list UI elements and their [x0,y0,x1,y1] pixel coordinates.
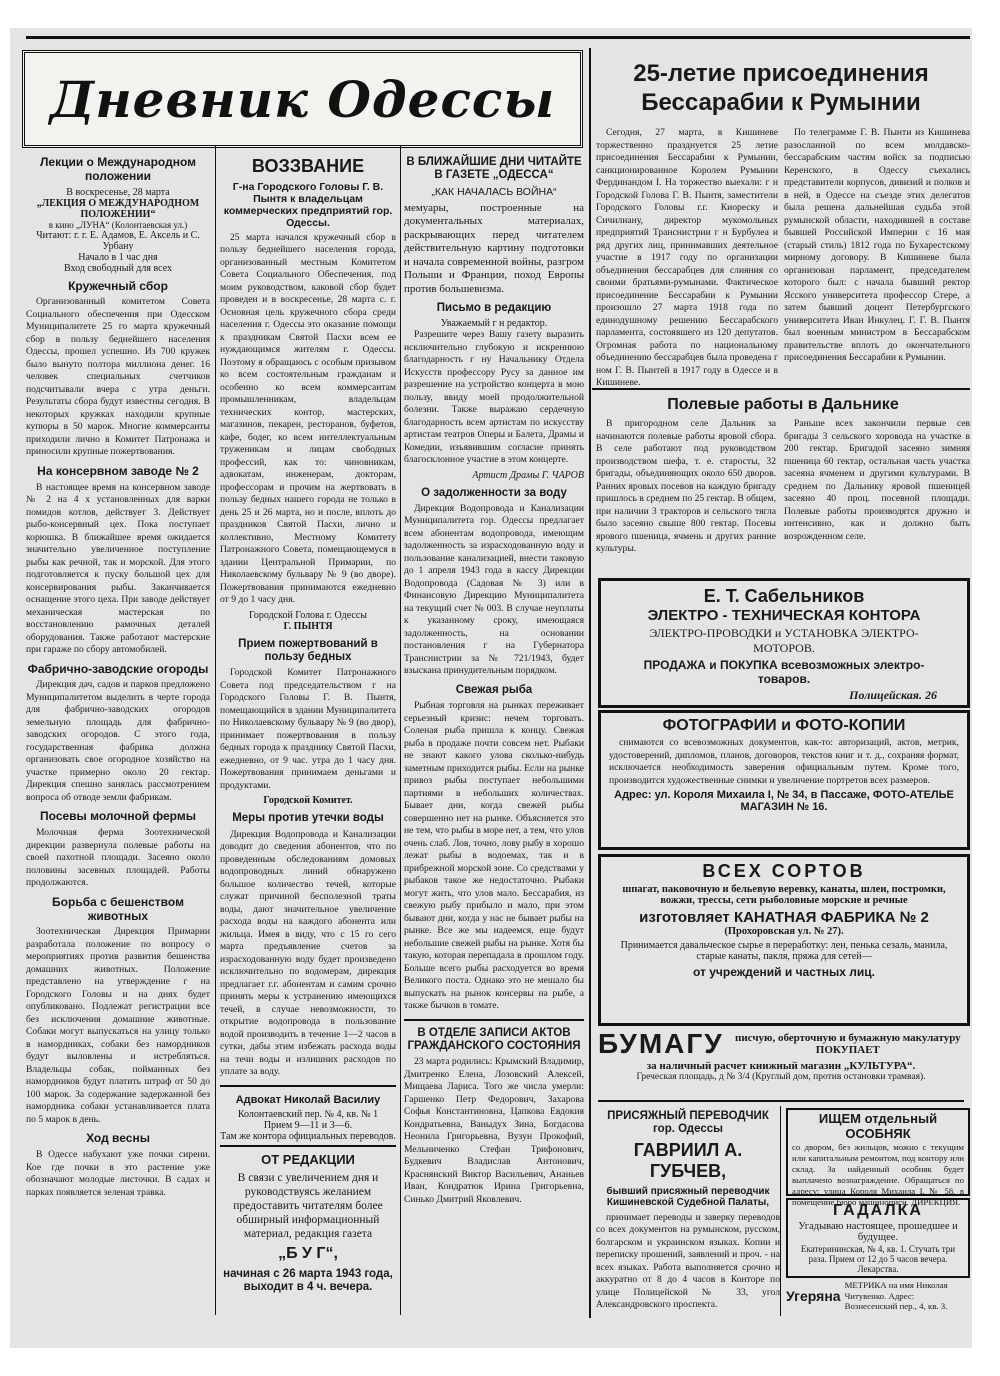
letter [404,302,584,481]
ad-translator [596,1106,781,1316]
paper-big: БУМАГУ [598,1028,724,1059]
lectures-line-6: Вход свободный для всех [63,262,173,274]
cannery-text: В настоящее время на консервном заводе № 2 на 4 х установленных для варки помидов котлов, действует 3. Действует рыбо-консервный цех. Пока поступает корюшка. В ближайшее время ожидается значительно увеличенное поступление рыбы как речной, так и морской. Для этого подготовляется к пуску большой цех для консервирования рыбы. Заканчивается оснащение этого цеха. При заводе действует механическая мастерская по восстановлению рамочных деталей оборудования. Также работают мастерские при гараже по сбору автомобилей. [26,481,210,656]
anniversary-left-text: Сегодня, 27 марта, в Кишиневе торжественно празднуется 25 летие присоединения Бессарабии к Румынии, санкционированное Королем Румынии Фердинандом I. На торжество выехали: г н Городской Голова Г. В. Пынтя, заместители Городского Головы г.г. Киореску и Сичилиану, директор мукомольных предприятий Транснистрии г н Бурбулеа и ряд других лиц, принимавших деятельное участие в 1917 году по организации объединения бессарабцев для слияния со своими братьями-румынами. Фактическое присоединение Бессарабии к Румынии произошло 27 марта 1918 года по единодушному решению Бессарабского парламента, состоявшего из 120 депутатов. Огромная работа по национальному объединению бессарабцев была проведена г ном Г. В. Пынтей в 1917 году в Одессе и в Кишиневе. [596,127,778,388]
anniversary-right-text: По телеграмме Г. В. Пынти из Кишинева разосланной по всем молдавско-бессарабским частям войск за подписью Керенского, в Одессу съехались представители корпусов, дивизий и полков и в ней, в Одессе на съезде этих делегатов была решена дальнейшая судьба этой румынской области, находившей в составе бывшей Российской Империи с 16 мая (старый стиль) 1812 года по Бухарестскому мирному договору. В Кишиневе была организован парламент, председателем которого был: с начала бывший ректор Ясского университета профессор Стере, а затем бывший доцент Петербургского университета Иван Инкулец. Г. Г. В. Пынтя был военным министром в Бессарабском правительстве вплоть до окончательного присоединения Бессарабии к Румынии. [784,127,970,363]
appeal-sign-1: Городской Голова г. Одессы [248,609,368,621]
lectures-title: Лекции о Международном положении [39,155,197,183]
ad-ugeryana [786,1280,966,1316]
rope-from: от учреждений и частных лиц. [693,965,875,979]
fortune-title: ГАДАЛКА [833,1202,923,1219]
fish-text: Рыбная торговля на рынках переживает серьезный кризис: нечем торговать. Соленая рыба пришла к концу. Свежая рыба в продаже почти совсем нет. Рыбаки не знают какого улова сколько-нибудь заметным приходится рыбы. Если на рынке привоз рыбы поступает небольшими партиями в небольших количествах. Бывает дни, когда свежей рыбы совершенно нет на рынке. Объясняется это не тем, что рыбы в море нет, а тем, что улов очень слаб. Лов, точно, лову рыбу в хорошо лежат рыбы в водоемах, так и в прибрежной морской зоне. Со средствами у рыбаков такое же недостаточно. Рыбаки могут жить, что улов мало. Бессарабия, из свежую рыбу прибыло и мало, при этом бывают дни, когда у нас не бывает рыбы на рынке. Все же мы надеемся, еще будут небольшие свежей рыбы на рынке. Хотя бы такую, которая перепадала в прошлом году. Больше всего рыбы расходуется во время Великого поста. Однако это не мешало бы выпускать на рынок консервы на рыбе, а также бычков в томате. [404,700,584,1012]
mansion-text: со двором, без жильцов, можно с текущим или капитальным ремонтом, под контору или склад. За найденный особняк будет выплачено вознаграждение. Обращаться по адресу: улица Короля Михаила I, № 58, в помещение бюро машинописи. ДИРЕКЦИЯ. [792,1142,964,1207]
water-leaks-title: Меры против утечки воды [232,812,384,825]
dairy-text: Молочная ферма Зоотехнической дирекции развернула полевые работы на своей пахотной площади. Засеяно около половины засевных площадей. Работы продолжаются. [26,827,210,889]
appeal-text: 25 марта начался кружечный сбор в пользу беднейшего населения города, организованный местным Комитетом Совета Социального Обеспечения, под моим руководством, каковой сбор будет проведен и в воскресенье, 28 марта с. г. Основная цель кружечного сбора среди населения г. Одессы это оказание помощи к праздникам Святой Пасхи всем ее нуждающимся жителям г. Одессы. Поэтому я обращаюсь с особым призывом ко всем состоятельным гражданам и особенно ко всем коммерсантам промышленникам, владельцам технических контор, мастерских, магазинов, пекарен, ресторанов, буфетов, кафе, бодег, ко всем интеллектуальным труженикам и лицам свободных профессий, как то: чиновникам, адвокатам, инженерам, докторам, профессорам и прочим на жертвовать в пользу бедных нашего города не только в день 25 и 26 марта, но и после, вплоть до праздников Святой Пасхи, лично и коллективно, Местному Комитету Патронажного Совета, помещающемуся в здании Центральной Примарии, по Николаевскому бульвару № 9 (во дворе). Пожертвования принимаются ежедневно от 9 до 1 часу дня. [220,231,396,606]
editorial-paper: „Б У Г“, [278,1245,338,1263]
donations-sign: Городской Комитет. [263,795,353,807]
water-leaks-text: Дирекция Водопровода и Канализации доводит до сведения абонентов, что по проведенным обследованиям домовых водопроводных линий обнаружено большое количество течей, которые служат причиной бесполезной траты воды, дают значительное увеличение расхода воды на каждого абонента или жильца. Имея в виду, что с 15 го сего марта предъявление счетов за израсходованную воду будет произведено исключительно по водомерам, дирекция предлагает г.г. абонентам и самим срочно принять меры к устранению имеющихся течей, в случае невозможности, то открытие водопровода в пользование водой производить в течение 1—2 часов в сутки, дабы этим избежать расхода воды на течи воды и излишних расходов по уплате за воду. [220,828,396,1078]
fortune-line-1: Угадываю настоящее, прошедшее и будущее. [798,1221,958,1243]
dairy [26,810,210,889]
col-rule-3 [589,48,591,1318]
sabelnikov-name: Е. Т. Сабельников [703,586,865,606]
fieldwork-rule [592,388,970,390]
fieldwork-left [596,418,776,570]
lawyer-title: Адвокат Николай Василиу [235,1093,381,1106]
ugeryana-text: МЕТРИКА на имя Николая Читувенко. Адрес: Вознесенский пер., 4, кв. 3. [844,1280,948,1311]
paper-shop: за наличный расчет книжный магазин „КУЛЬТУРА“. [646,1060,916,1072]
gardens-text: Дирекция дач, садов и парков предложено Муниципалитетом выделить в черте города для фабрично-заводских огородов земельную площадь для фабрично-заводских огородов. С этого года, государственная фабрика должна организовать свое огородное хозяйство на участке примерно около 20 гектар. Дирекция спешно занялась рассмотрением вопроса об отводе земли фабрикам. [26,679,210,803]
lawyer-line-2: Прием 9—11 и 3—6. [263,1120,353,1132]
rope-items: шпагат, паковочную и бельевую веревку, канаты, шлеи, постромки, вожжи, трессы, сети рыболовные морские и речные [622,884,946,906]
water-leaks [220,812,396,1078]
water-debt [404,487,584,678]
donations-title: Прием пожертвований в пользу бедных [238,637,378,664]
spring-title: Ход весны [86,1131,150,1146]
banner-headline: 25-летие присоединения Бессарабии к Румынии [633,60,929,116]
spring-text: В Одессе набухают уже почки сирени. Кое где почки в это растение уже обозначают молодые листочки. В садах и парках появляется зеленая травка. [26,1149,210,1198]
editorial-text: В связи с увеличением дня и руководствуясь желанием предоставить читателям более обширный информационный материал, редакция газета [233,1172,383,1241]
banner [592,55,970,125]
paper-text: писчую, оберточную и бумажную макулатуру ПОКУПАЕТ [735,1032,961,1056]
appeal-title: ВОЗЗВАНИЕ [251,156,365,176]
letter-text: Разрешите через Вашу газету выразить исключительно глубокую и искреннюю благодарность г ну Начальнику Отдела Искусств профессору Русу за данное им разрешение на устройство концерта в мою пользу, ввиду моей продолжительной болезни. Также выражаю сердечную благодарность всем артистам по искусству артистам театров Оперы и Балета, Драмы и Комедии, изъявившим согласие принять благосклонное участие в этом концерте. [404,329,584,466]
lectures-line-1: В воскресенье, 28 марта [66,186,170,198]
registry-title: В ОТДЕЛЕ ЗАПИСИ АКТОВ ГРАЖДАНСКОГО СОСТОЯНИЯ [407,1026,581,1052]
column-1 [26,152,210,1317]
fieldwork-right [784,418,970,570]
translator-name: ГАВРИИЛ А. ГУБЧЕВ, [633,1140,743,1182]
lawyer-line-1: Колонтаевский пер. № 4, кв. № 1 [237,1109,379,1121]
sabelnikov-address: Полицейская. 26 [849,688,937,702]
column-3 [404,152,584,1317]
rope-address: (Прохоровская ул. № 27). [724,926,844,937]
sabelnikov-office: ЭЛЕКТРО - ТЕХНИЧЕСКАЯ КОНТОРА [647,607,921,624]
rope-maker: изготовляет КАНАТНАЯ ФАБРИКА № 2 [639,909,929,926]
translator-desc: бывший присяжный переводчик Кишиневской Судебной Палаты, [606,1185,770,1209]
ad-rope [598,854,970,1026]
ad-sabelnikov [598,578,970,708]
column-2 [220,152,396,1317]
rabies-text: Зоотехническая Дирекция Примарии разработала положение по вопросу о мероприятиях против развития бешенства домашних животных. Положение представлено на утверждение г на Городского Головы и на днях будет опубликовано. Подлежат регистрации все без исключения домашние животные. Собаки могут выпускаться на улицу только в намордниках, собаки без намордников будут выловлены и истребляться. Владельцы собак, пойманных без намордников будут платить штраф от 50 до 100 марок. За содержание задержанной без намордника собаки устанавливается плата по 5 марок в день. [26,926,210,1125]
fieldwork-right-text: Раньше всех закончили первые сев бригады 3 сельского хоровода на участке в 200 гектар. Бригадой засеяно зимняя пшеница 60 гектар, остальная часть участка засеяна ячменем и другими культурами. В среднем по Дальнику яровой пшеницей засеяно 40 проц. посевной площади. Полевые работы производятся дружно и интенсивно, как и должно быть возрожденном селе. [784,418,970,542]
lectures-line-2: „ЛЕКЦИЯ О МЕЖДУНАРОДНОМ ПОЛОЖЕНИИ“ [36,197,200,220]
top-rule [26,36,970,39]
coming-soon [404,156,584,296]
letter-sign: Артист Драмы Г. ЧАРОВ [472,469,584,481]
masthead [22,50,583,148]
translator-title: ПРИСЯЖНЫЙ ПЕРЕВОДЧИК гор. Одессы [607,1110,769,1136]
editorial-tail: начиная с 26 марта 1943 года, выходит в 4 ч. вечера. [223,1267,393,1293]
coming-title: В БЛИЖАЙШИЕ ДНИ ЧИТАЙТЕ В ГАЗЕТЕ „ОДЕССА“ [406,156,582,182]
dairy-title: Посевы молочной фермы [40,809,196,824]
photo-title: ФОТОГРАФИИ и ФОТО-КОПИИ [662,717,906,734]
fortune-text: Екатерининская, № 4, кв. 1. Стучать три раза. Прием от 12 до 5 часов вечера. Лекарства. [800,1244,956,1274]
col-rule-1 [215,145,216,1315]
mansion-title: ИЩЕМ отдельный ОСОБНЯК [818,1111,938,1141]
rabies [26,896,210,1127]
editorial-title: ОТ РЕДАКЦИИ [261,1152,355,1168]
translator-text: принимает переводы и заверку переводов со всех документов на румынском, русском, болгарском и украинском языках. Копии и переписку прошений, заявлений и проч. - на всех языках. Работа выполняется срочно и аккуратно от 8 до 4 часов в Конторе по улице Полицейской № 33, угол Александровского проспекта. [596,1211,780,1311]
fieldwork-left-text: В пригородном селе Дальник за начинаются полевые работы яровой сбора. В селе работают под руководством производством шефа, т. е. старосты, 32 бригады, объединяющих около 650 дворов. Ранних яровых посевов на каждую бригаду пришлось в среднем по 25 гектар. В общем, при наличии 3 тракторов и сельского тягла было засеяно свыше 800 гектар. Посевы ярового пшеница, ячмень и других ранние культуры. [596,418,776,554]
col-rule-2 [400,145,401,1315]
donations-text: Городской Комитет Патронажного Совета под председательством г на Городского Головы Г. В. Пынтя, помещающийся в здании Муниципалитета по Николаевскому бульвару № 9 (во двор), принимает пожертвования в пользу бедных города к празднику Святой Пасхи, ежедневно, от 9 час. утра до 1 часу дня. Пожертвования принимаем деньгами и продуктами. [220,667,396,791]
registry-text: 23 марта родились: Крымский Владимир, Дмитренко Елена, Лозовский Алексей, Мищаева Лариса. Того же числа умерли: Гаршенко Петр Федорович, Захарова Софья Константиновна, Цапкова Евдокия Кондратьевна, Ваныдух Зина, Богдасова Неонила Григорьевна, Вузун Прокофий, Мельниченко Стефан Трифонович, Будкевич Владислав Антонович, Краснянский Виктор Васильевич, Ананьев Иван, Кондратюк Ирина Григорьевна, Синько Дмитрий Яковлевич. [404,1056,585,1205]
fieldwork-title: Полевые работы в Дальнике [667,396,899,413]
water-debt-text: Дирекция Водопровода и Канализации Муниципалитета гор. Одессы предлагает всем абонентам водопровода, имеющим задолженность за израсходованную воду и пользование канализацией, внести таковую до 1 апреля 1943 года в кассу Дирекции Водопровода (Садовая № 3) или в Финансовую Дирекцию Муниципалитета на текущий счет № 003. В случае неуплаты к указанному сроку, имеющаяся задолженность, на основании постановления г на Губернатора Транснистрии за № 721/1943, будет взыскана принудительным порядком. [404,502,584,677]
ad-mansion [786,1108,970,1207]
gardens [26,663,210,805]
cannery [26,465,210,657]
ad-paper [598,1028,964,1102]
rope-accept: Принимается давальческое сырье в переработку: лен, пенька сезаль, манила, старые канаты, пакля, пряжа для сетей— [620,940,948,962]
gardens-title: Фабрично-заводские огороды [27,661,209,676]
editorial [220,1153,396,1294]
lawyer-ad [220,1085,396,1148]
lectures-line-3: в кино „ЛУНА“ (Колонтаевская ул.) [48,219,188,230]
fish-title: Свежая рыба [455,683,533,696]
rope-title: ВСЕХ СОРТОВ [702,861,866,881]
sabelnikov-service-1: ЭЛЕКТРО-ПРОВОДКИ и УСТАНОВКА ЭЛЕКТРО-МОТОРОВ. [649,626,919,655]
ad-fortune [786,1198,970,1278]
ugeryana-name: Угеряна [786,1287,841,1304]
lectures-line-5: Начало в 1 час дня [78,251,158,263]
lawyer-line-3: Там же контора официальных переводов. [220,1131,396,1143]
water-debt-title: О задолженности за воду [421,486,567,499]
anniversary-right [784,127,970,385]
ad-photo [598,710,970,850]
donations [220,638,396,806]
mug-collection-title: Кружечный сбор [68,278,168,293]
cannery-title: На консервном заводе № 2 [37,463,199,478]
letter-title: Письмо в редакцию [436,302,552,314]
lectures-line-4: Читают: г. г. Е. Адамов, Е. Аксель и С. Урбану [36,229,200,252]
appeal [220,156,396,632]
mug-collection-text: Организованный комитетом Совета Социального обеспечения при Одесском Муниципалитете 25 го марта кружечный сбор в пользу беднейшего населения Одессы, прошел успешно. Из 700 кружек было вынуто полтора миллиона денег. 16 человек специальных счетчиков подсчитывали вчера с утра деньги. Результаты сбора будут известны сегодня. В некоторых кружках находили крупные купюры в 50 марок. Многие коммерсанты приходили лично в Комитет Патронажа и приносили крупные пожертвования. [26,296,210,458]
photo-address: Адрес: ул. Короля Михаила I, № 34, в Пассаже, ФОТО-АТЕЛЬЕ МАГАЗИН № 16. [614,789,954,813]
coming-quote: „КАК НАЧАЛАСЬ ВОЙНА“ [431,186,557,199]
mug-collection [26,280,210,459]
masthead-title: Дневник Одессы [49,69,556,129]
appeal-subtitle: Г-на Городского Головы Г. В. Пынтя к владельцам коммерческих предприятий гор. Одессы. [223,180,393,229]
coming-text: мемуары, построенные на документальных материалах, раскрывающих перед читателем действительную картину подготовки и начала современной войны, разгром Польши и Франции, поход Европы против большевизма. [404,201,584,295]
registry [404,1019,584,1206]
fish [404,684,584,1013]
photo-text: снимаются со всевозможных документов, как-то: авторизаций, актов, метрик, удостоверений, дипломов, планов, договоров, текстов книг и т. д., сохраняя формат, исключается необходимость заверения официальным путем. Кроме того, производится художественные снимки и увеличение портретов всех размеров. [609,737,959,786]
lectures [26,156,210,274]
anniversary-left [596,127,778,388]
sabelnikov-service-2: ПРОДАЖА и ПОКУПКА всевозможных электро-товаров. [643,658,925,686]
appeal-sign-2: Г. ПЫНТЯ [283,620,333,632]
spring [26,1132,210,1199]
paper-address: Греческая площадь, д № 3/4 (Круглый дом, против остановки трамвая). [636,1072,926,1082]
letter-greeting: Уважаемый г н редактор. [440,318,548,330]
rabies-title: Борьба с бешенством животных [52,894,184,923]
